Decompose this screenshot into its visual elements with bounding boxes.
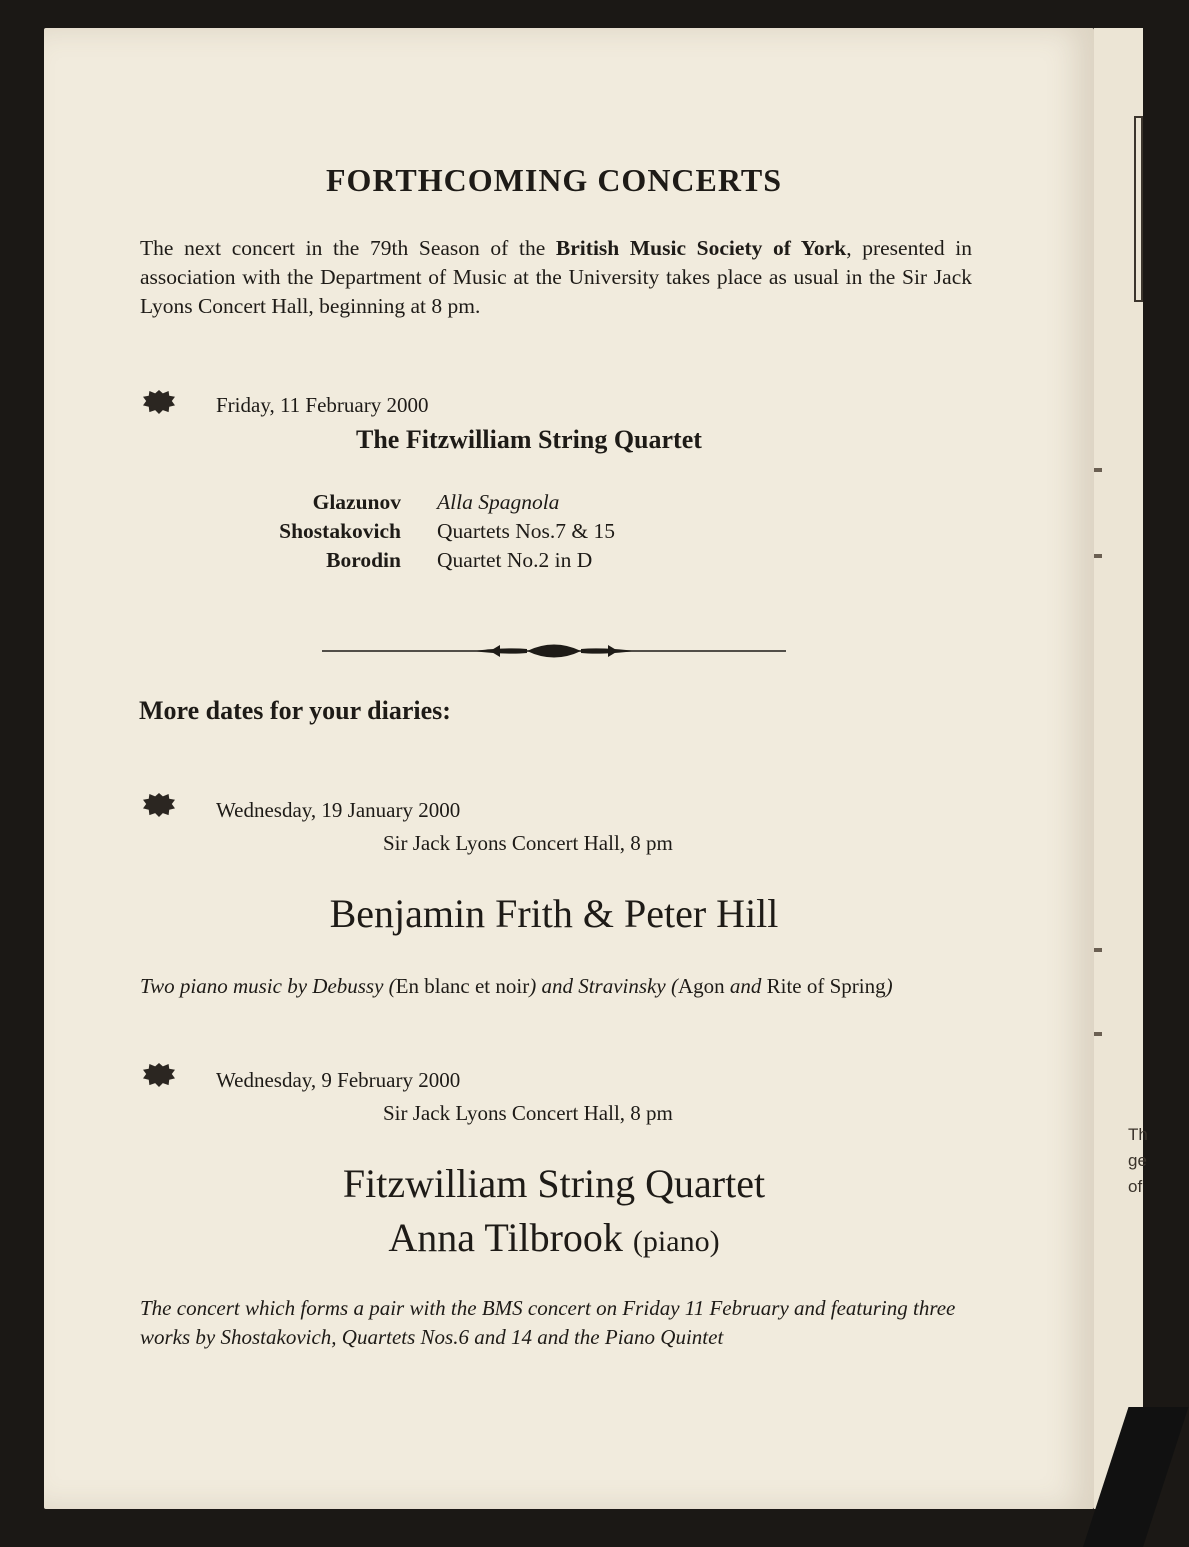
desc-text: ) xyxy=(885,974,893,998)
page-mark xyxy=(1094,554,1102,558)
desc-text: Two piano music by Debussy ( xyxy=(140,974,396,998)
programme-composer: Borodin xyxy=(326,548,401,572)
next-page-edge xyxy=(1094,28,1148,1509)
next-concert-title: The Fitzwilliam String Quartet xyxy=(356,425,702,454)
work-title: Agon xyxy=(677,974,725,998)
desc-text: ) and Stravinsky ( xyxy=(529,974,678,998)
page-mark xyxy=(1094,468,1102,472)
event-description xyxy=(140,972,970,1000)
event-performers: Benjamin Frith & Peter Hill xyxy=(329,891,779,936)
event-date: Wednesday, 19 January 2000 xyxy=(216,798,461,822)
event-venue: Sir Jack Lyons Concert Hall, 8 pm xyxy=(383,831,673,855)
event-venue: Sir Jack Lyons Concert Hall, 8 pm xyxy=(383,1101,673,1125)
guest-role: (piano) xyxy=(632,1225,720,1258)
programme-work: Alla Spagnola xyxy=(437,490,560,514)
next-page-text: ge xyxy=(1128,1151,1147,1170)
more-dates-heading: More dates for your diaries: xyxy=(139,696,451,725)
programme-composer: Shostakovich xyxy=(279,519,401,543)
guest-name: Anna Tilbrook xyxy=(388,1215,623,1260)
intro-text: The next concert in the 79th Season of the xyxy=(140,236,556,260)
desc-text: and xyxy=(724,974,767,998)
next-page-text: Th xyxy=(1128,1125,1148,1144)
programme-work: Quartets Nos.7 & 15 xyxy=(437,519,615,543)
page-mark xyxy=(1094,1032,1102,1036)
work-title: Rite of Spring xyxy=(766,974,886,998)
intro-paragraph xyxy=(140,234,972,321)
programme-work: Quartet No.2 in D xyxy=(437,548,593,572)
event-performers: Fitzwilliam String Quartet xyxy=(342,1161,766,1206)
page-mark xyxy=(1094,948,1102,952)
ornamental-divider xyxy=(322,636,786,666)
page-title: FORTHCOMING CONCERTS xyxy=(326,162,782,198)
programme-composer: Glazunov xyxy=(312,490,401,514)
event-date: Wednesday, 9 February 2000 xyxy=(216,1068,461,1092)
event-guest xyxy=(0,1214,1108,1261)
next-page-text: of xyxy=(1128,1177,1143,1196)
intro-text: , presented in association with the Department of Music at the University takes place as usual in the Sir Jack Lyons Concert Hall, beginning at 8 pm. xyxy=(140,236,972,318)
work-title: En blanc et noir xyxy=(395,974,530,998)
next-page-ornament xyxy=(1134,116,1143,302)
next-concert-date: Friday, 11 February 2000 xyxy=(216,393,429,417)
event-description: The concert which forms a pair with the BMS concert on Friday 11 February and featuring three works by Shostakovich, Quartets Nos.6 and 14 and the Piano Quintet xyxy=(140,1296,956,1349)
society-name: British Music Society of York xyxy=(555,236,847,260)
